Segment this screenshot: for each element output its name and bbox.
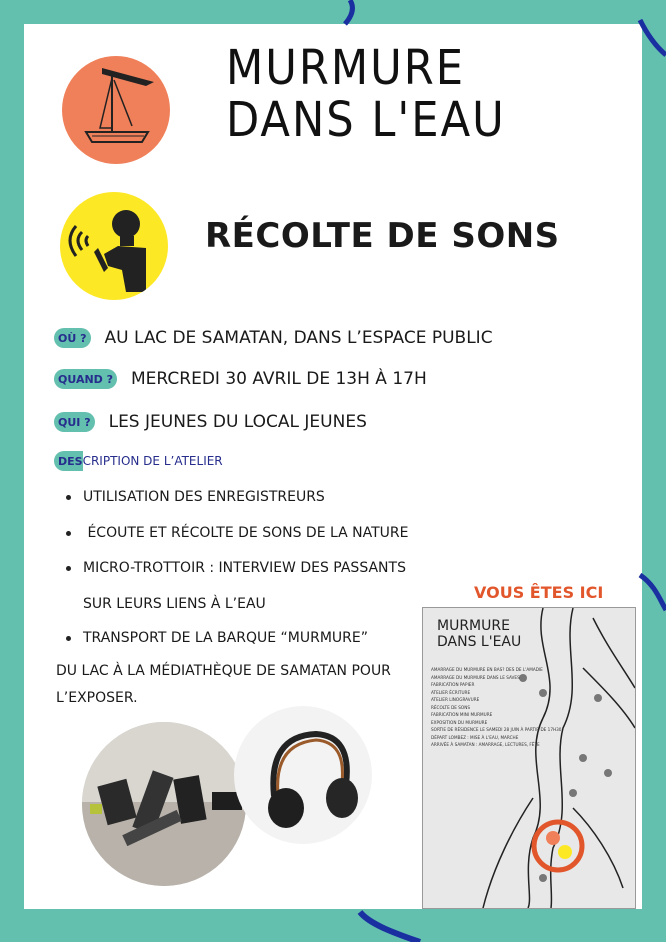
info-when: [54, 369, 427, 389]
bullet-item: ÉCOUTE ET RÉCOLTE DE SONS DE LA NATURE: [66, 525, 408, 541]
description-after-line-1: DU LAC À LA MÉDIATHÈQUE DE SAMATAN POUR: [56, 663, 391, 679]
headphones-photo: [234, 706, 372, 844]
title-line-1: MURMURE: [226, 40, 466, 96]
bullet-item: TRANSPORT DE LA BARQUE “MURMURE”: [66, 630, 368, 646]
route-map: [422, 607, 636, 909]
bullet-item: UTILISATION DES ENREGISTREURS: [66, 489, 325, 505]
map-legend: AMARRAGE DU MURMURE EN BAS? DES DE L'AMADIE AMARRAGE DU MURMURE DANS LE SAVES FABRICATION PAPIER ATELIER ÉCRITURE ATELIER LINOGRAVURE RÉCOLTE DE SONS FABRICATION MINI MURMURE EXPOSITION DU MURMURE SORTIE DE RÉSIDENCE LE SAMEDI 28 JUIN À PARTIR DE 17H30 DÉPART LOMBEZ : MISE À L'EAU, MARCHE ARRIVÉE À SAMATAN : AMARRAGE, LECTURES, FÊTE: [431, 667, 562, 747]
workshop-title: RÉCOLTE DE SONS: [205, 216, 560, 256]
when-text: MERCREDI 30 AVRIL DE 13H À 17H: [131, 369, 427, 389]
bullet-continuation: SUR LEURS LIENS À L’EAU: [83, 596, 266, 612]
who-tag: QUI ?: [54, 412, 95, 432]
headphones-icon: [234, 706, 372, 844]
where-tag: OÙ ?: [54, 328, 91, 348]
description-heading: [54, 452, 223, 470]
bullet-item: MICRO-TROTTOIR : INTERVIEW DES PASSANTS: [66, 560, 406, 576]
description-tag: DES: [54, 451, 83, 471]
info-where: [54, 328, 493, 348]
river-lines: [423, 608, 635, 908]
description-after-line-2: L’EXPOSER.: [56, 690, 138, 706]
info-who: [54, 412, 367, 432]
description-label: CRIPTION DE L’ATELIER: [82, 454, 223, 468]
headphones-person-icon: [60, 192, 168, 300]
map-caption: VOUS ÊTES ICI: [474, 583, 604, 602]
who-text: LES JEUNES DU LOCAL JEUNES: [108, 412, 367, 432]
map-title: MURMURE DANS L'EAU: [437, 618, 522, 650]
boat-icon: [62, 56, 170, 164]
sound-logo: [60, 192, 168, 300]
title-line-2: DANS L'EAU: [226, 92, 506, 148]
where-text: AU LAC DE SAMATAN, DANS L’ESPACE PUBLIC: [104, 328, 493, 348]
poster-title: [226, 42, 526, 146]
when-tag: QUAND ?: [54, 369, 117, 389]
recorders-photo: [82, 722, 246, 886]
boat-logo: [62, 56, 170, 164]
